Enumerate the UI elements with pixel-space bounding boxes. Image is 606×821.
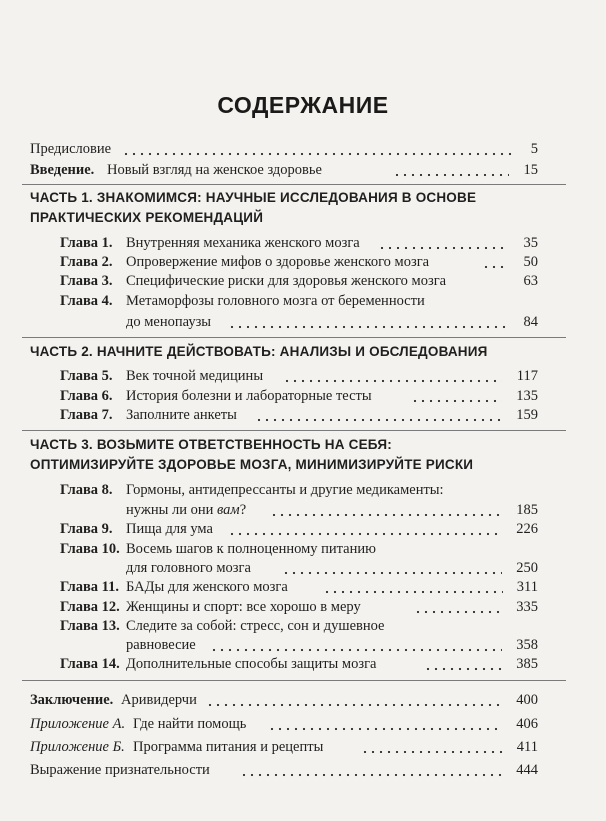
leader-dots [414,597,502,617]
chapter-page: 117 [516,368,538,384]
chapter-title-cont: для головного мозга [126,560,251,576]
leader-dots [210,635,502,655]
entry-text: Новый взгляд на женское здоровье [107,162,322,178]
chapter-label: Глава 2. [60,254,113,270]
leader-dots [268,714,502,734]
leader-dots [361,737,502,757]
entry-text: Где найти помощь [133,716,247,732]
entry-page: 444 [516,762,538,778]
chapter-title-cont: нужны ли они вам? [126,502,247,518]
leader-dots [282,558,502,578]
toc-entry-chapter-12 [0,597,606,617]
toc-entry-chapter-4-cont [0,312,606,332]
toc-entry-chapter-8-cont [0,500,606,520]
part-heading-line: ЧАСТЬ 2. НАЧНИТЕ ДЕЙСТВОВАТЬ: АНАЛИЗЫ И ОБСЛЕДОВАНИЯ [30,344,488,359]
chapter-page: 311 [516,579,538,595]
chapter-title: Восемь шагов к полноценному питанию [126,541,376,557]
entry-page: 406 [516,716,538,732]
chapter-title-cont: равновесие [126,637,196,653]
entry-label: Приложение Б. [30,739,125,755]
chapter-label: Глава 13. [60,618,120,634]
toc-entry-chapter-10 [0,539,606,559]
chapter-title: История болезни и лабораторные тесты [126,388,372,404]
entry-label: Заключение. [30,692,114,708]
section-divider [22,184,566,185]
toc-entry-chapter-4 [0,291,606,311]
chapter-label: Глава 4. [60,293,113,309]
chapter-page: 358 [516,637,538,653]
chapter-label: Глава 12. [60,599,120,615]
toc-entry-chapter-10-cont [0,558,606,578]
entry-text: Аривидерчи [121,692,197,708]
chapter-title: Женщины и спорт: все хорошо в меру [126,599,361,615]
chapter-page: 159 [516,407,538,423]
toc-entry-appendix-a [0,714,606,734]
toc-entry-chapter-1 [0,233,606,253]
entry-page: 15 [523,162,538,178]
toc-entry-chapter-14 [0,654,606,674]
chapter-title: Специфические риски для здоровья женского мозга [126,273,447,289]
chapter-label: Глава 9. [60,521,113,537]
toc-entry-appendix-b [0,737,606,757]
chapter-label: Глава 1. [60,235,113,251]
chapter-label: Глава 3. [60,273,113,289]
chapter-page: 185 [516,502,538,518]
part-3-heading [30,435,566,475]
page-title: СОДЕРЖАНИЕ [217,92,389,118]
chapter-page: 385 [516,656,538,672]
chapter-title: Гормоны, антидепрессанты и другие медикаменты: [126,482,444,498]
toc-entry-conclusion [0,690,606,710]
toc-entry-chapter-5 [0,366,606,386]
toc-entry-introduction [0,160,606,180]
emphasis: вам [216,502,240,518]
entry-page: 400 [516,692,538,708]
chapter-title: Метаморфозы головного мозга от беременности [126,293,425,309]
entry-text: Программа питания и рецепты [133,739,324,755]
chapter-page: 226 [516,521,538,537]
entry-label: Приложение А. [30,716,126,732]
chapter-title: Век точной медицины [126,368,264,384]
leader-dots [228,519,502,539]
toc-entry-chapter-7 [0,405,606,425]
part-1-heading [30,188,566,228]
chapter-page: 50 [523,254,538,270]
toc-entry-chapter-8 [0,480,606,500]
chapter-label: Глава 10. [60,541,120,557]
leader-dots [240,760,502,780]
part-2-heading [30,342,566,362]
part-heading-line: ПРАКТИЧЕСКИХ РЕКОМЕНДАЦИЙ [30,210,264,225]
toc-entry-chapter-9 [0,519,606,539]
chapter-title: Следите за собой: стресс, сон и душевное [126,618,385,634]
leader-dots [393,160,509,180]
leader-dots [255,405,502,425]
chapter-page: 250 [516,560,538,576]
entry-page: 5 [530,141,538,157]
leader-dots [424,654,502,674]
leader-dots [378,233,509,253]
toc-entry-chapter-11 [0,577,606,597]
leader-dots [283,366,502,386]
toc-entry-chapter-13 [0,616,606,636]
leader-dots [122,139,517,159]
chapter-title-cont: до менопаузы [126,314,212,330]
toc-entry-chapter-6 [0,386,606,406]
chapter-title: БАДы для женского мозга [126,579,288,595]
chapter-title: Заполните анкеты [126,407,237,423]
chapter-label: Глава 11. [60,579,120,595]
leader-dots [411,386,502,406]
chapter-page: 63 [523,273,538,289]
chapter-label: Глава 7. [60,407,113,423]
leader-dots [270,500,502,520]
part-heading-line: ЧАСТЬ 1. ЗНАКОМИМСЯ: НАУЧНЫЕ ИССЛЕДОВАНИЯ В ОСНОВЕ [30,190,477,205]
toc-entry-chapter-3 [0,271,606,291]
entry-page: 411 [516,739,538,755]
section-divider [22,337,566,338]
section-divider [22,680,566,681]
part-heading-line: ЧАСТЬ 3. ВОЗЬМИТЕ ОТВЕТСТВЕННОСТЬ НА СЕБЯ: [30,437,392,452]
chapter-title: Дополнительные способы защиты мозга [126,656,377,672]
chapter-page: 35 [523,235,538,251]
chapter-title: Внутренняя механика женского мозга [126,235,360,251]
entry-label: Введение. [30,162,95,178]
section-divider [22,430,566,431]
chapter-label: Глава 6. [60,388,113,404]
toc-entry-chapter-13-cont [0,635,606,655]
toc-entry-preface [0,139,606,159]
entry-text: Предисловие [30,141,112,157]
chapter-page: 135 [516,388,538,404]
leader-dots [482,252,509,272]
chapter-page: 335 [516,599,538,615]
leader-dots [206,690,502,710]
part-heading-line: ОПТИМИЗИРУЙТЕ ЗДОРОВЬЕ МОЗГА, МИНИМИЗИРУЙТЕ РИСКИ [30,457,474,472]
toc-entry-chapter-2 [0,252,606,272]
chapter-title: Опровержение мифов о здоровье женского мозга [126,254,430,270]
leader-dots [323,577,503,597]
chapter-page: 84 [523,314,538,330]
toc-entry-acknowledgements [0,760,606,780]
chapter-label: Глава 14. [60,656,120,672]
entry-text: Выражение признательности [30,762,210,778]
chapter-label: Глава 5. [60,368,113,384]
leader-dots [228,312,509,332]
chapter-title: Пища для ума [126,521,213,537]
chapter-label: Глава 8. [60,482,113,498]
